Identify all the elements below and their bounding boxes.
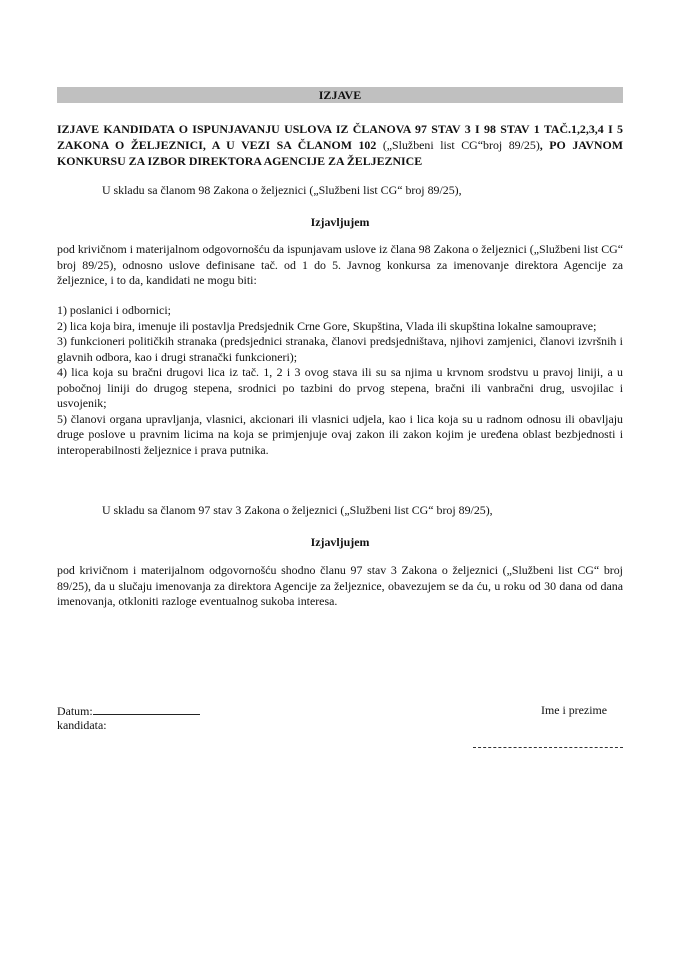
date-label: Datum: [57,704,93,718]
candidate-label: kandidata: [57,718,107,732]
document-title: IZJAVE [57,87,623,103]
heading-gazette-reference: („Službeni list CG“broj 89/25) [382,138,540,152]
heading-bold-part-2: , PO JAVNOM KONKURSU ZA IZBOR DIREKTORA AGENCIJE ZA ŽELJEZNICE [57,138,623,168]
conditions-list [57,303,623,458]
section1-body: pod krivičnom i materijalnom odgovornošću da ispunjavam uslove iz člana 98 Zakona o željeznici („Službeni list CG“ broj 89/25), odnosno uslove definisane tač. od 1 do 5. Javnog konkursa za imenovanje direktora Agencije za željeznice, i to da, kandidati ne mogu biti: [57,242,623,287]
date-line[interactable] [93,703,200,715]
section2-declare-heading: Izjavljujem [310,535,370,549]
list-item: 1) poslanici i odbornici; [57,303,171,317]
section1-declare-heading: Izjavljujem [310,215,370,229]
section2-body: pod krivičnom i materijalnom odgovornošću shodno članu 97 stav 3 Zakona o željeznici („Službeni list CG“ broj 89/25), da u slučaju imenovanja za direktora Agencije za željeznice, obavezujem se da ću, u roku od 30 dana od dana imenovanja, otkloniti razloge eventualnog sukoba interesa. [57,563,623,608]
list-item: 2) lica koja bira, imenuje ili postavlja Predsjednik Crne Gore, Skupština, Vlada ili skupština lokalne samouprave; [57,318,597,333]
list-item: 4) lica koja su bračni drugovi lica iz tač. 1, 2 i 3 ovog stava ili su sa njima u krvnom srodstvu u pravoj liniji, a u pobočnoj liniji do drugog stepena, srodnici po tazbini do prvog stepena, bračni ili vanbračni drug, usvojilac i usvojenik; [57,365,623,410]
signature-line[interactable] [473,746,623,748]
name-label: Ime i prezime [541,703,608,717]
section1-intro: U skladu sa članom 98 Zakona o željeznici („Službeni list CG“ broj 89/25), [102,183,462,197]
list-item: 3) funkcioneri političkih stranaka (predsjednici stranaka, članovi predsjedništava, njihovi zamjenici, članovi izvršnih i glavnih odbora, kao i drugi stranački funkcioneri); [57,334,623,364]
document-heading [57,121,623,169]
list-item: 5) članovi organa upravljanja, vlasnici, akcionari ili vlasnici udjela, kao i lica koja su u radnom odnosu ili obavljaju druge poslove u pravnim licima na koja se primjenjuje ovaj zakon ili zakon kojim je uređena oblast bezbjednosti i interoperabilnosti željeznice i prava putnika. [57,411,623,457]
heading-bold-part-1: IZJAVE KANDIDATA O ISPUNJAVANJU USLOVA IZ ČLANOVA 97 STAV 3 I 98 STAV 1 TAČ.1,2,3,4 I 5 ZAKONA O ŽELJEZNICI, A U VEZI SA ČLANOM 102 [57,122,623,152]
section2-intro: U skladu sa članom 97 stav 3 Zakona o željeznici („Službeni list CG“ broj 89/25), [102,503,493,517]
